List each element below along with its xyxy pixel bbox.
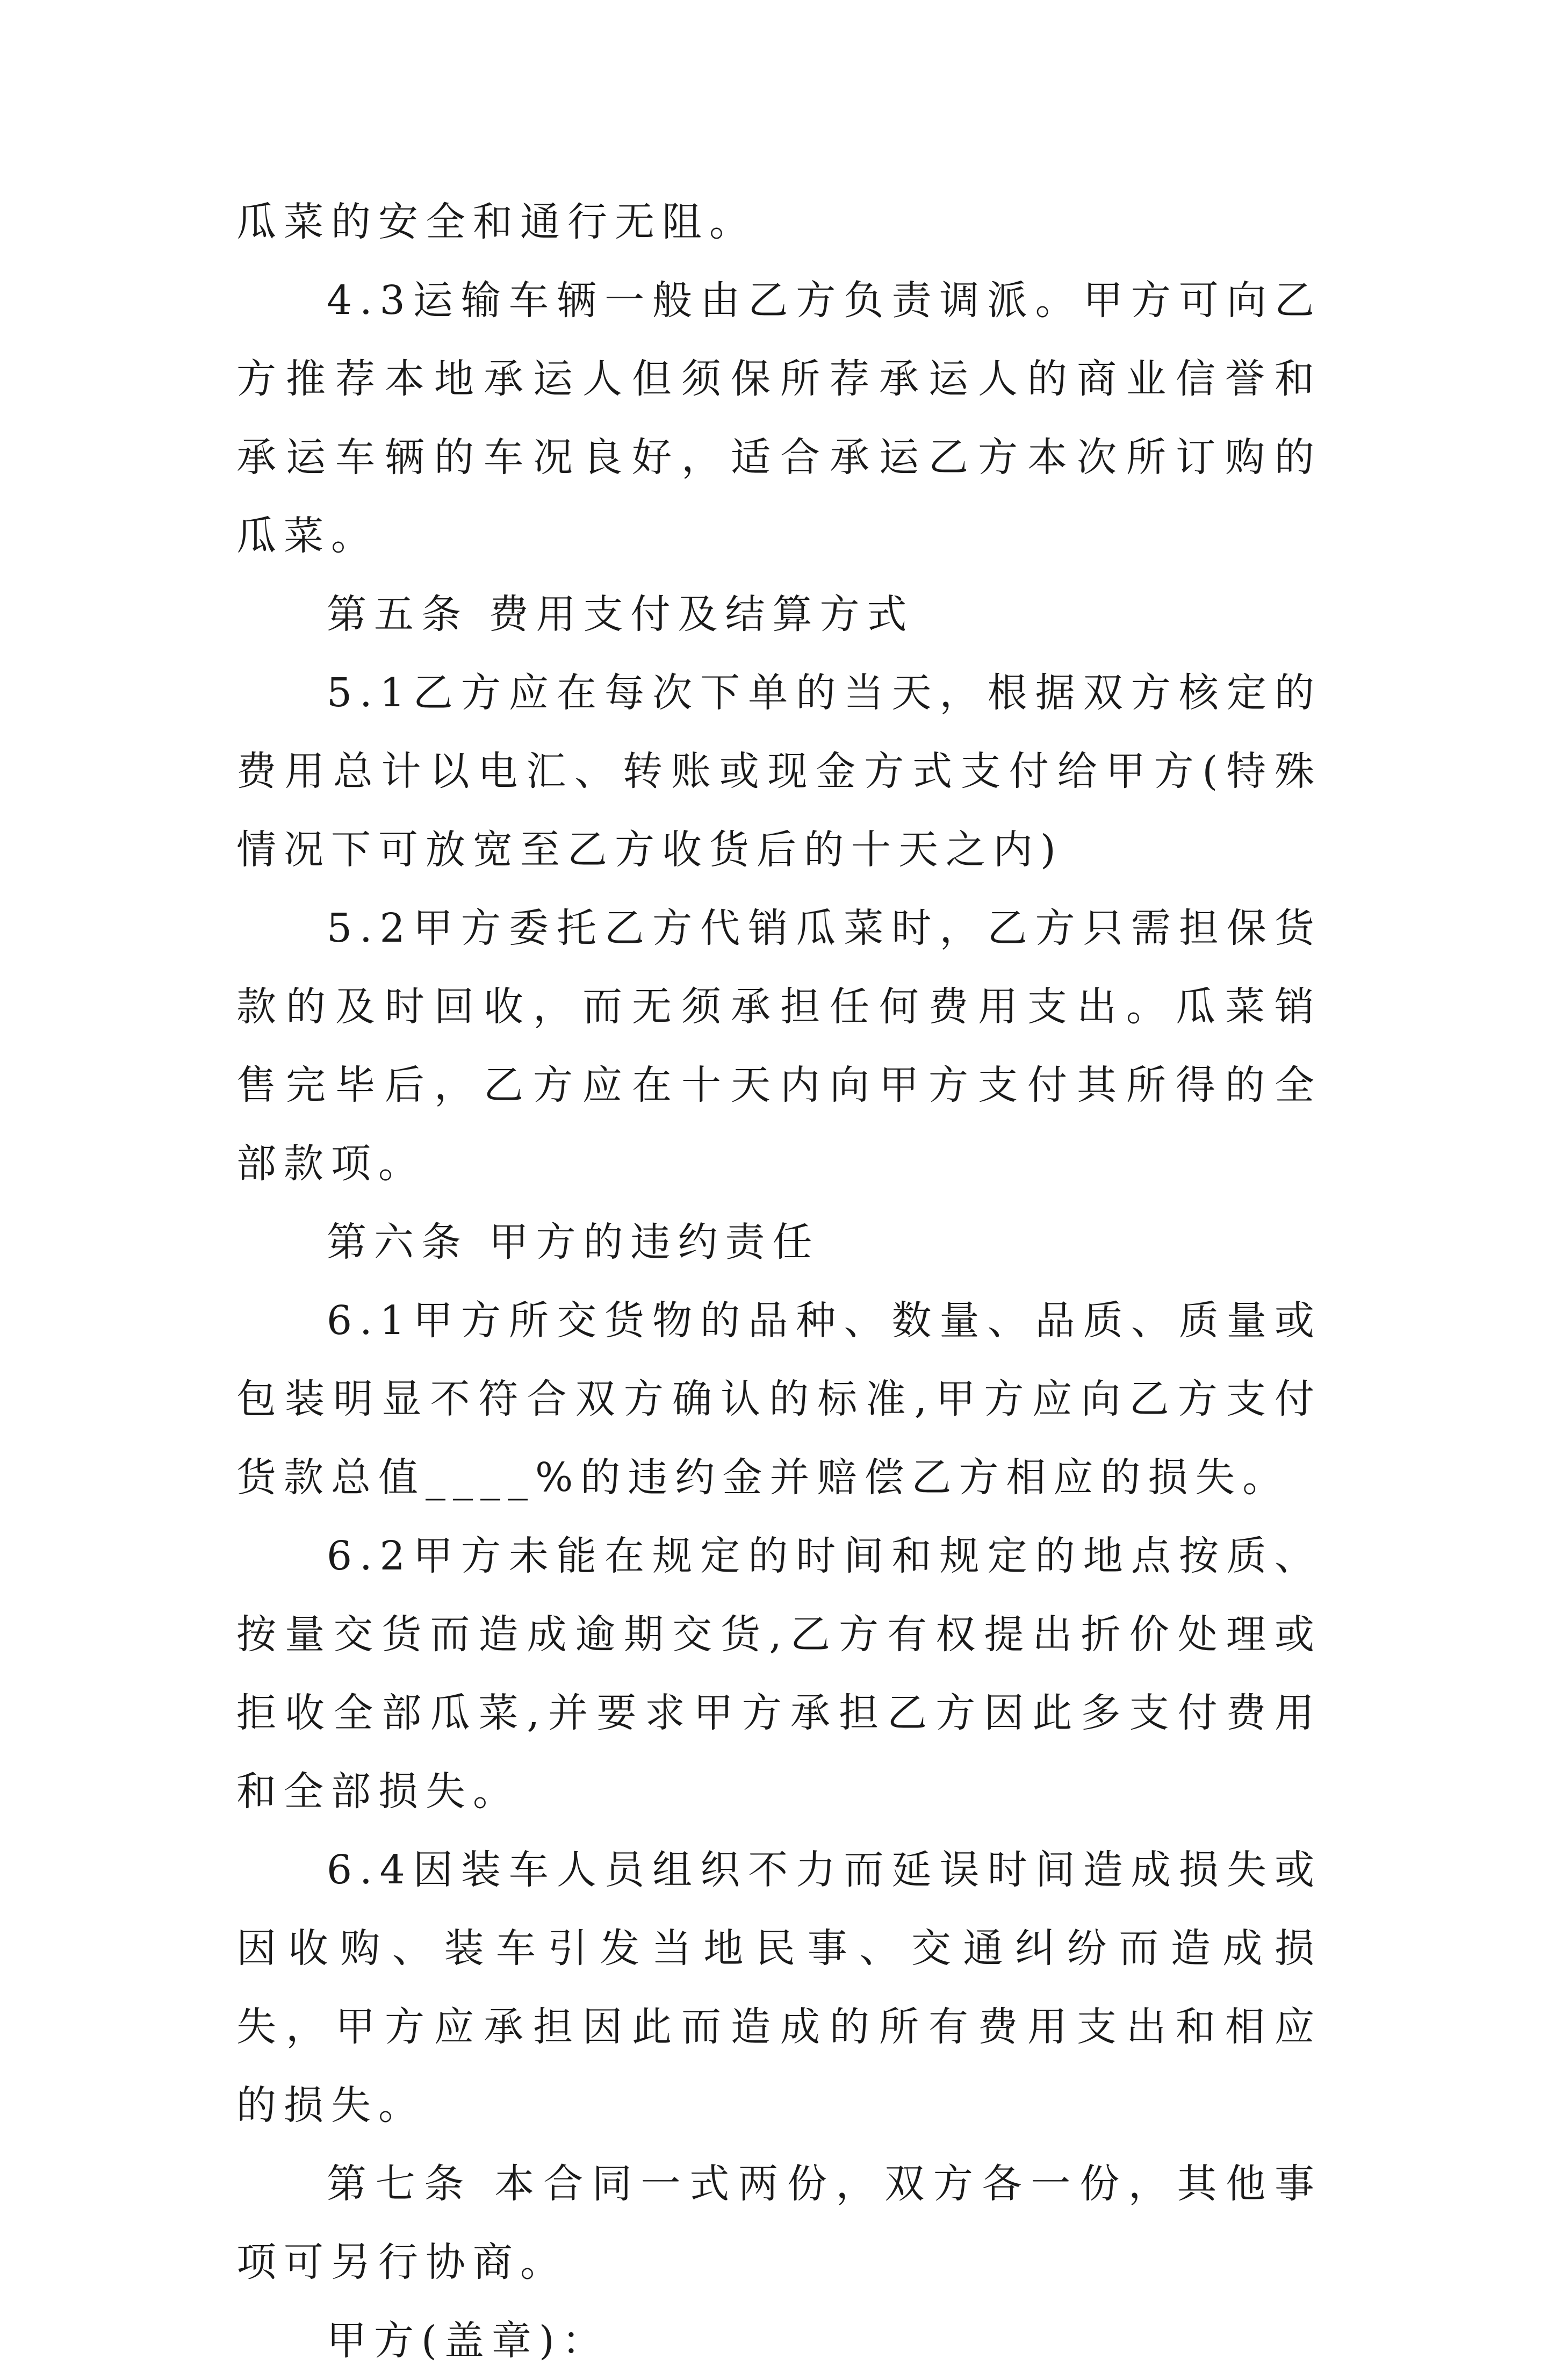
party-a-signature-line: 甲方(盖章)： (327, 2318, 609, 2364)
article-7: 第七条 本合同一式两份，双方各一份，其他事项可另行协商。 (236, 2161, 1322, 2285)
clause-5-2: 5.2甲方委托乙方代销瓜菜时，乙方只需担保货款的及时回收，而无须承担任何费用支出。瓜菜销售完毕后，乙方应在十天内向甲方支付其所得的全部款项。 (236, 905, 1322, 1187)
clause-5-1: 5.1乙方应在每次下单的当天，根据双方核定的费用总计以电汇、转账或现金方式支付给甲方(特殊情况下可放宽至乙方收货后的十天之内) (236, 670, 1322, 873)
paragraph-continuation: 瓜菜的安全和通行无阻。 (236, 199, 757, 245)
document-body (236, 183, 1322, 2380)
clause-6-2: 6.2甲方未能在规定的时间和规定的地点按质、按量交货而造成逾期交货,乙方有权提出折价处理或拒收全部瓜菜,并要求甲方承担乙方因此多支付费用和全部损失。 (236, 1533, 1322, 1815)
article-5-heading: 第五条 费用支付及结算方式 (327, 591, 915, 637)
clause-6-4: 6.4因装车人员组织不力而延误时间造成损失或因收购、装车引发当地民事、交通纠纷而造成损失，甲方应承担因此而造成的所有费用支出和相应的损失。 (236, 1847, 1322, 2128)
clause-4-3: 4.3运输车辆一般由乙方负责调派。甲方可向乙方推荐本地承运人但须保所荐承运人的商业信誉和承运车辆的车况良好，适合承运乙方本次所订购的瓜菜。 (236, 277, 1322, 559)
article-6-heading: 第六条 甲方的违约责任 (327, 1219, 820, 1265)
clause-6-1: 6.1甲方所交货物的品种、数量、品质、质量或包装明显不符合双方确认的标准,甲方应向乙方支付货款总值____%的违约金并赔偿乙方相应的损失。 (236, 1297, 1322, 1501)
